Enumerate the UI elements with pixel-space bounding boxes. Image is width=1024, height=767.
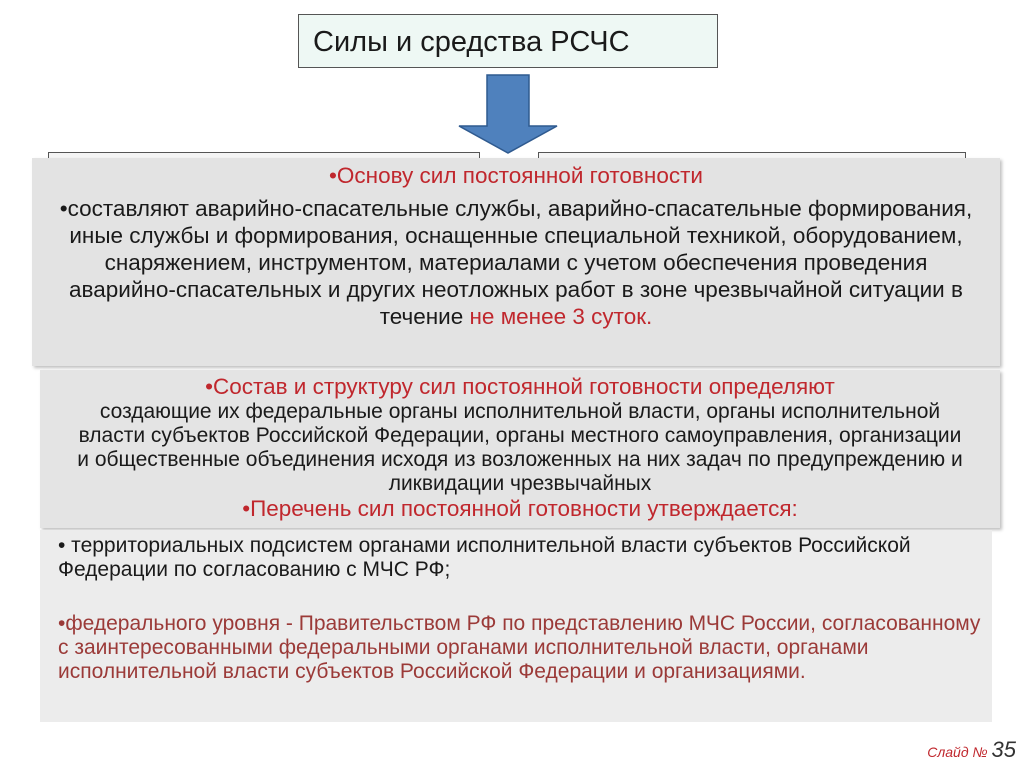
block1-heading: •Основу сил постоянной готовности — [329, 163, 703, 188]
approval-list-block — [40, 530, 992, 722]
block2-heading: •Состав и структуру сил постоянной готовности определяют — [205, 374, 835, 399]
permanent-readiness-basis-block — [32, 158, 1000, 366]
slide-title: Силы и средства РСЧС — [298, 14, 718, 68]
down-arrow-icon — [457, 74, 559, 154]
federal-item: •федерального уровня - Правительством РФ по представлению МЧС России, согласованному с заинтересованными федеральными органами исполнительной власти, органами исполнительной власти субъектов Российской Федерации и организациями. — [58, 612, 981, 683]
slide-number-value: 35 — [991, 737, 1016, 762]
slide-label: Слайд № — [927, 744, 988, 760]
block1-highlight: не менее 3 суток. — [463, 304, 653, 329]
territorial-item: • территориальных подсистем органами исполнительной власти субъектов Российской Федерации по согласованию с МЧС РФ; — [58, 534, 911, 581]
block3-heading: •Перечень сил постоянной готовности утверждается: — [242, 496, 798, 521]
block1-body-text: •составляют аварийно-спасательные службы, аварийно-спасательные формирования, иные службы и формирования, оснащенные специальной техникой, оборудованием, снаряжением, инструментом, материалами с учетом обеспечения проведения аварийно-спасательных и других неотложных работ в зоне чрезвычайной ситуации в течение — [59, 196, 973, 329]
block2-body: создающие их федеральные органы исполнительной власти, органы исполнительной власти субъектов Российской Федерации, органы местного самоуправления, организации и общественные объединения исходя из возложенных на них задач по предупреждению и ликвидации чрезвычайных — [77, 400, 963, 495]
block1-body — [32, 189, 1000, 330]
slide-number — [927, 737, 1016, 763]
